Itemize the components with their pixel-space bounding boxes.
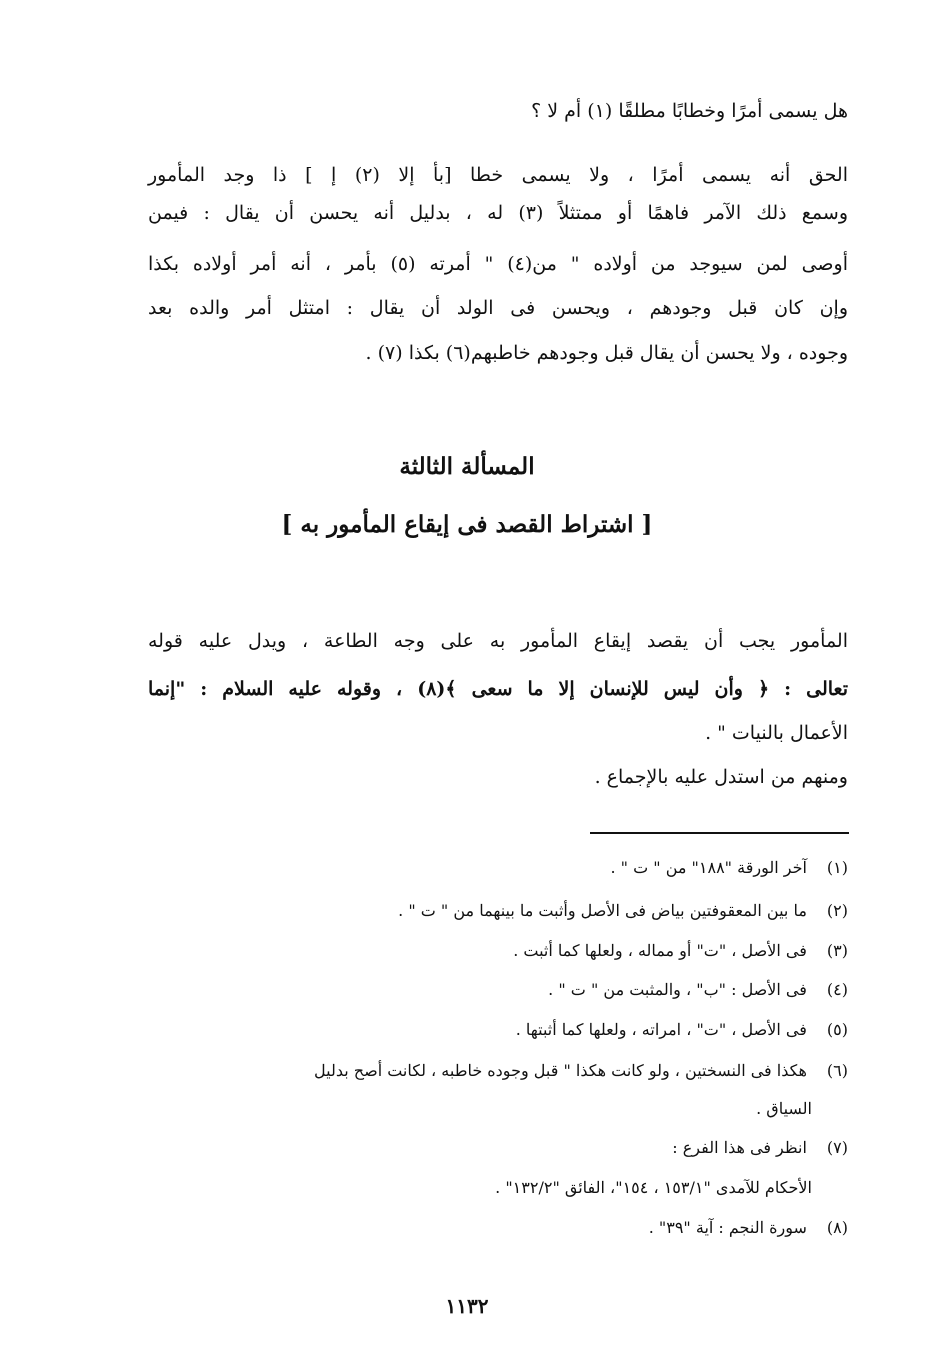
footnote-4 — [136, 979, 848, 1001]
paragraph2-line-1: المأمور يجب أن يقصد إيقاع المأمور به على وجه الطاعة ، ويدل عليه قوله — [148, 630, 848, 652]
footnote-7-text: انظر فى هذا الفرع : — [672, 1138, 807, 1157]
footnote-6-text: هكذا فى النسختين ، ولو كانت هكذا " قبل وجوده خاطبه ، لكانت أصح بدليل — [314, 1061, 807, 1080]
footnote-5-text: فى الأصل ، "ت" ، امراته ، ولعلها كما أثبتها . — [515, 1020, 807, 1039]
footnote-7-continuation: الأحكام للآمدى "١٥٣/١ ، ١٥٤"، الفائق "١٣٢/٢" . — [495, 1178, 812, 1197]
paragraph2-line-2: تعالى : ﴿ وأن ليس للإنسان إلا ما سعى ﴾(٨) ، وقوله عليه السلام : "إنما — [148, 678, 848, 700]
paragraph2-line-3: الأعمال بالنيات " . — [705, 722, 848, 744]
footnote-separator — [590, 832, 849, 834]
paragraph1-line-3: أوصى لمن سيوجد من أولاده " من(٤) " أمرته (٥) بأمر ، أنه أمر أولاده بكذا — [148, 253, 848, 275]
intro-question: هل يسمى أمرًا وخطابًا مطلقًا (١) أم لا ؟ — [531, 100, 848, 122]
section-subtitle: [ اشتراط القصد فى إيقاع المأمور به ] — [281, 511, 653, 538]
footnote-5 — [136, 1019, 848, 1041]
footnote-7 — [136, 1137, 848, 1159]
footnote-3-number: (٣) — [826, 941, 848, 960]
footnote-6-number: (٦) — [826, 1061, 848, 1080]
footnote-1 — [136, 857, 848, 879]
footnote-4-text: فى الأصل : "ب" ، والمثبت من " ت " . — [548, 980, 807, 999]
paragraph1-line-4: وإن كان قبل وجودهم ، ويحسن فى الولد أن يقال : امتثل أمر والده بعد — [148, 297, 848, 319]
footnote-3 — [136, 940, 848, 962]
footnote-1-number: (١) — [826, 858, 848, 877]
footnote-3-text: فى الأصل ، "ت" أو مماله ، ولعلها كما أثبت . — [513, 941, 807, 960]
footnote-5-number: (٥) — [826, 1020, 848, 1039]
footnote-2 — [136, 900, 848, 922]
paragraph1-line-5: وجوده ، ولا يحسن أن يقال قبل وجودهم خاطبهم(٦) بكذا (٧) . — [365, 342, 848, 364]
footnote-6 — [136, 1060, 848, 1082]
footnote-6-continuation: السياق . — [756, 1099, 812, 1118]
footnote-8 — [136, 1217, 848, 1239]
page-number: ١١٣٢ — [445, 1294, 489, 1318]
footnote-2-text: ما بين المعقوفتين بياض فى الأصل وأثبت ما بينهما من " ت " . — [398, 901, 807, 920]
footnote-8-number: (٨) — [826, 1218, 848, 1237]
footnote-1-text: آخر الورقة "١٨٨" من " ت " . — [610, 858, 807, 877]
paragraph1-line-2: وسمع ذلك الآمر فاهمًا أو ممتثلاً (٣) له ، بدليل أنه يحسن أن يقال : فيمن — [148, 202, 848, 224]
footnote-2-number: (٢) — [826, 901, 848, 920]
paragraph1-line-1: الحق أنه يسمى أمرًا ، ولا يسمى خطا [بأ إلا (٢) إ ] ذا وجد المأمور — [148, 164, 848, 186]
footnote-8-text: سورة النجم : آية "٣٩" . — [648, 1218, 807, 1237]
paragraph2-line-4: ومنهم من استدل عليه بالإجماع . — [594, 766, 848, 788]
section-title: المسألة الثالثة — [399, 453, 535, 480]
footnote-7-number: (٧) — [826, 1138, 848, 1157]
footnote-4-number: (٤) — [826, 980, 848, 999]
